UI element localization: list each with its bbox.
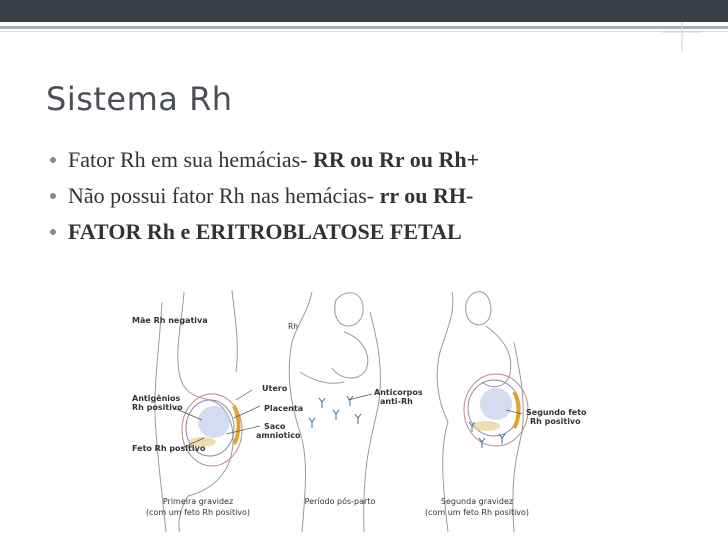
label-anti-rh: anti-Rh [380, 397, 413, 406]
caption-segunda-gravidez [412, 496, 542, 518]
caption-line2: (com um feto Rh positivo) [145, 508, 251, 517]
bullet-item [50, 142, 479, 178]
label-segundo-feto-rh: Rh positivo [530, 417, 581, 426]
label-feto-rh-positivo: Feto Rh positivo [132, 444, 206, 453]
top-divider-thin [0, 31, 728, 32]
bullet-bold-text: rr ou RH- [379, 183, 474, 208]
label-utero: Utero [262, 384, 288, 393]
bullet-text: Fator Rh em sua hemácias- [68, 147, 313, 172]
caption-line1: Período pós-parto [304, 497, 376, 506]
bullet-dot [50, 229, 56, 235]
label-rh: Rh [288, 322, 298, 331]
caption-periodo-pos-parto [290, 496, 390, 507]
corner-decoration [662, 22, 702, 52]
rh-illustration [122, 282, 587, 532]
caption-line1: Segunda gravidez [440, 497, 514, 506]
bullet-item [50, 214, 479, 250]
bullet-dot [50, 193, 56, 199]
label-anticorpos: Anticorpos [374, 388, 423, 397]
bullet-bold-text: RR ou Rr ou Rh+ [313, 147, 480, 172]
caption-line1: Primeira gravidez [162, 497, 234, 506]
bullet-bold-text: FATOR Rh e ERITROBLATOSE FETAL [68, 219, 462, 244]
label-mae-rh-negativa: Mãe Rh negativa [132, 316, 208, 325]
bullet-text: Não possui fator Rh nas hemácias- [68, 183, 380, 208]
slide-title: Sistema Rh [46, 80, 233, 118]
label-rh-positivo: Rh positivo [132, 403, 183, 412]
bullet-dot [50, 157, 56, 163]
caption-primeira-gravidez [138, 496, 258, 518]
label-antigenios: Antigênios [132, 394, 181, 403]
caption-line2: (com um feto Rh positivo) [424, 508, 530, 517]
label-segundo-feto: Segundo feto [526, 408, 587, 417]
bullet-item [50, 178, 479, 214]
label-placenta: Placenta [264, 404, 304, 413]
label-saco: Saco [264, 422, 286, 431]
top-bar [0, 0, 728, 22]
bullet-list [50, 142, 479, 250]
label-amniotico: amniotico [256, 431, 301, 440]
top-divider [0, 26, 728, 29]
